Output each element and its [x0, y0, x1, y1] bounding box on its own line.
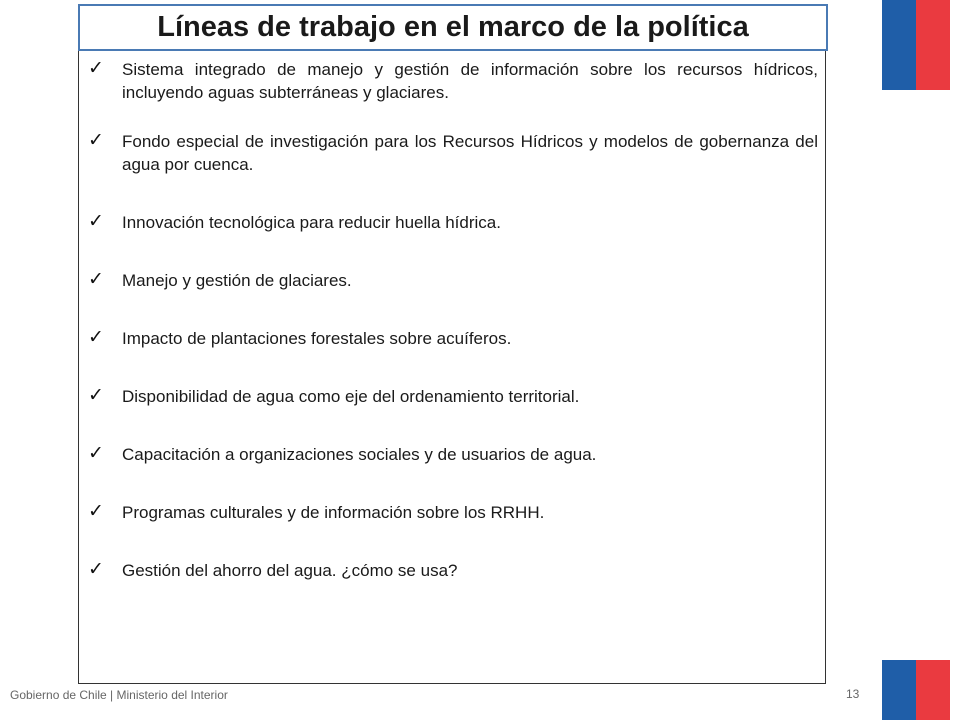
bullet-text: Manejo y gestión de glaciares. [122, 271, 352, 290]
bullet-item [88, 385, 818, 408]
bullet-text: Fondo especial de investigación para los Recursos Hídricos y modelos de gobernanza del agua por cuenca. [122, 132, 818, 174]
checkmark-icon: ✓ [88, 500, 104, 522]
bullet-list [88, 58, 818, 582]
page-number: 13 [846, 687, 860, 701]
bullet-item [88, 269, 818, 292]
bullet-text: Capacitación a organizaciones sociales y de usuarios de agua. [122, 445, 597, 464]
footer-text: Gobierno de Chile | Ministerio del Interior [10, 688, 228, 702]
checkmark-icon: ✓ [88, 57, 104, 79]
chile-flag-bottom [882, 660, 950, 720]
bullet-text: Disponibilidad de agua como eje del ordenamiento territorial. [122, 387, 580, 406]
bullet-text: Sistema integrado de manejo y gestión de información sobre los recursos hídricos, incluyendo aguas subterráneas y glaciares. [122, 60, 818, 102]
bullet-item [88, 58, 818, 104]
flag-red-stripe [916, 0, 950, 90]
checkmark-icon: ✓ [88, 326, 104, 348]
slide-title: Líneas de trabajo en el marco de la política [157, 11, 749, 43]
bullet-item [88, 443, 818, 466]
bullet-text: Programas culturales y de información sobre los RRHH. [122, 503, 545, 522]
flag-red-stripe [916, 660, 950, 720]
bullet-item [88, 130, 818, 176]
checkmark-icon: ✓ [88, 384, 104, 406]
flag-blue-stripe [882, 0, 916, 90]
checkmark-icon: ✓ [88, 268, 104, 290]
flag-blue-stripe [882, 660, 916, 720]
bullet-item [88, 211, 818, 234]
checkmark-icon: ✓ [88, 210, 104, 232]
checkmark-icon: ✓ [88, 558, 104, 580]
chile-flag-top [882, 0, 950, 90]
bullet-item [88, 559, 818, 582]
checkmark-icon: ✓ [88, 129, 104, 151]
bullet-item [88, 501, 818, 524]
bullet-text: Impacto de plantaciones forestales sobre acuíferos. [122, 329, 512, 348]
checkmark-icon: ✓ [88, 442, 104, 464]
title-box [78, 4, 828, 51]
bullet-item [88, 327, 818, 350]
bullet-text: Innovación tecnológica para reducir huella hídrica. [122, 213, 501, 232]
bullet-text: Gestión del ahorro del agua. ¿cómo se usa? [122, 561, 458, 580]
